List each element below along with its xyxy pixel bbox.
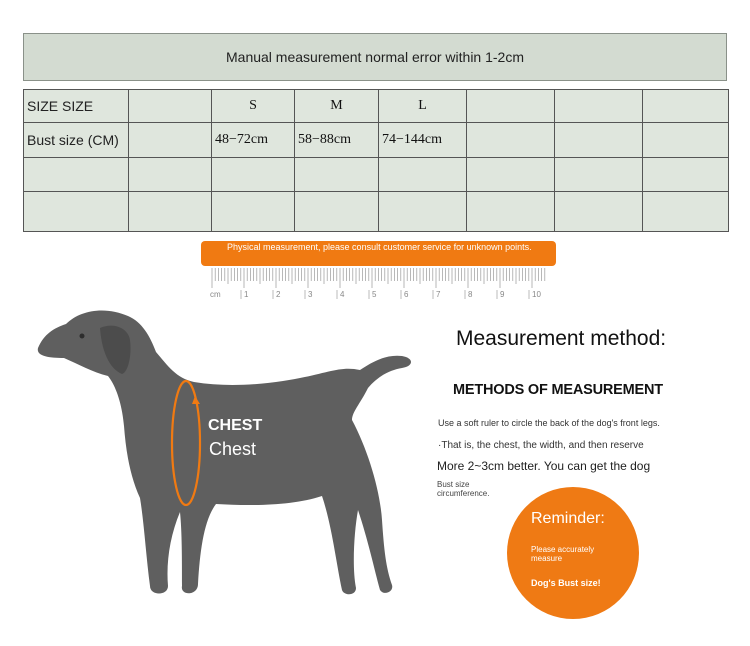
dog-eye (80, 334, 85, 339)
ruler-number: 10 (532, 290, 541, 299)
table-cell (295, 157, 379, 191)
table-cell (643, 157, 729, 191)
table-cell (643, 90, 729, 123)
reminder-bold-text: Dog's Bust size! (531, 578, 601, 588)
bust-value-s: 48−72cm (212, 123, 295, 157)
size-table (23, 89, 729, 232)
reminder-text: Please accurately measure (531, 545, 595, 563)
method-line-1: Use a soft ruler to circle the back of the dog's front legs. (438, 418, 660, 428)
table-row-bust (24, 123, 729, 157)
ruler-number: 4 (340, 290, 345, 299)
table-cell (555, 157, 643, 191)
reminder-badge (507, 487, 639, 619)
measurement-error-banner (23, 33, 727, 81)
reminder-title: Reminder: (531, 510, 605, 527)
consult-notice (201, 241, 556, 266)
table-cell (467, 90, 555, 123)
ruler-graphic (210, 266, 550, 302)
table-cell (129, 157, 212, 191)
table-cell (555, 192, 643, 232)
table-cell (129, 123, 212, 157)
ruler-number: 6 (404, 290, 409, 299)
method-line-4: Bust size circumference. (437, 480, 490, 498)
table-cell (467, 123, 555, 157)
table-cell (212, 157, 295, 191)
method-line-2: ·That is, the chest, the width, and then reserve (438, 440, 644, 451)
bust-value-m: 58−88cm (295, 123, 379, 157)
table-cell (129, 192, 212, 232)
ruler-number: 2 (276, 290, 281, 299)
table-cell (212, 192, 295, 232)
table-cell (555, 90, 643, 123)
ruler-ticks (212, 268, 545, 288)
banner-text: Manual measurement normal error within 1-2cm (226, 49, 524, 65)
table-cell (24, 157, 129, 191)
notice-text: Physical measurement, please consult customer service for unknown points. (227, 242, 532, 252)
ruler-number: 9 (500, 290, 505, 299)
ruler-number: 7 (436, 290, 441, 299)
methods-subtitle: METHODS OF MEASUREMENT (453, 382, 663, 398)
ruler-number: 5 (372, 290, 377, 299)
table-cell (24, 192, 129, 232)
table-cell (467, 192, 555, 232)
method-line-3: More 2~3cm better. You can get the dog (437, 459, 651, 473)
ruler-number: 1 (244, 290, 249, 299)
table-cell (643, 192, 729, 232)
ruler-unit: cm (210, 290, 221, 299)
table-row-empty (24, 157, 729, 191)
size-l: L (379, 90, 467, 123)
ruler-numbers (241, 290, 541, 299)
table-row-empty (24, 192, 729, 232)
ruler-number: 3 (308, 290, 313, 299)
method-title-text: Measurement method: (456, 327, 667, 350)
table-cell (643, 123, 729, 157)
bust-value-l: 74−144cm (379, 123, 467, 157)
table-cell (295, 192, 379, 232)
ruler-number: 8 (468, 290, 473, 299)
chest-label-secondary: Chest (209, 439, 257, 459)
bust-size-label: Bust size (CM) (24, 123, 129, 157)
table-cell (379, 192, 467, 232)
table-cell (467, 157, 555, 191)
measurement-method-title (456, 327, 666, 350)
table-cell (379, 157, 467, 191)
table-cell (555, 123, 643, 157)
table-cell (129, 90, 212, 123)
size-m: M (295, 90, 379, 123)
size-header-label: SIZE SIZE (24, 90, 129, 123)
size-s: S (212, 90, 295, 123)
chest-label-english: CHEST (208, 417, 263, 434)
table-row-header (24, 90, 729, 123)
